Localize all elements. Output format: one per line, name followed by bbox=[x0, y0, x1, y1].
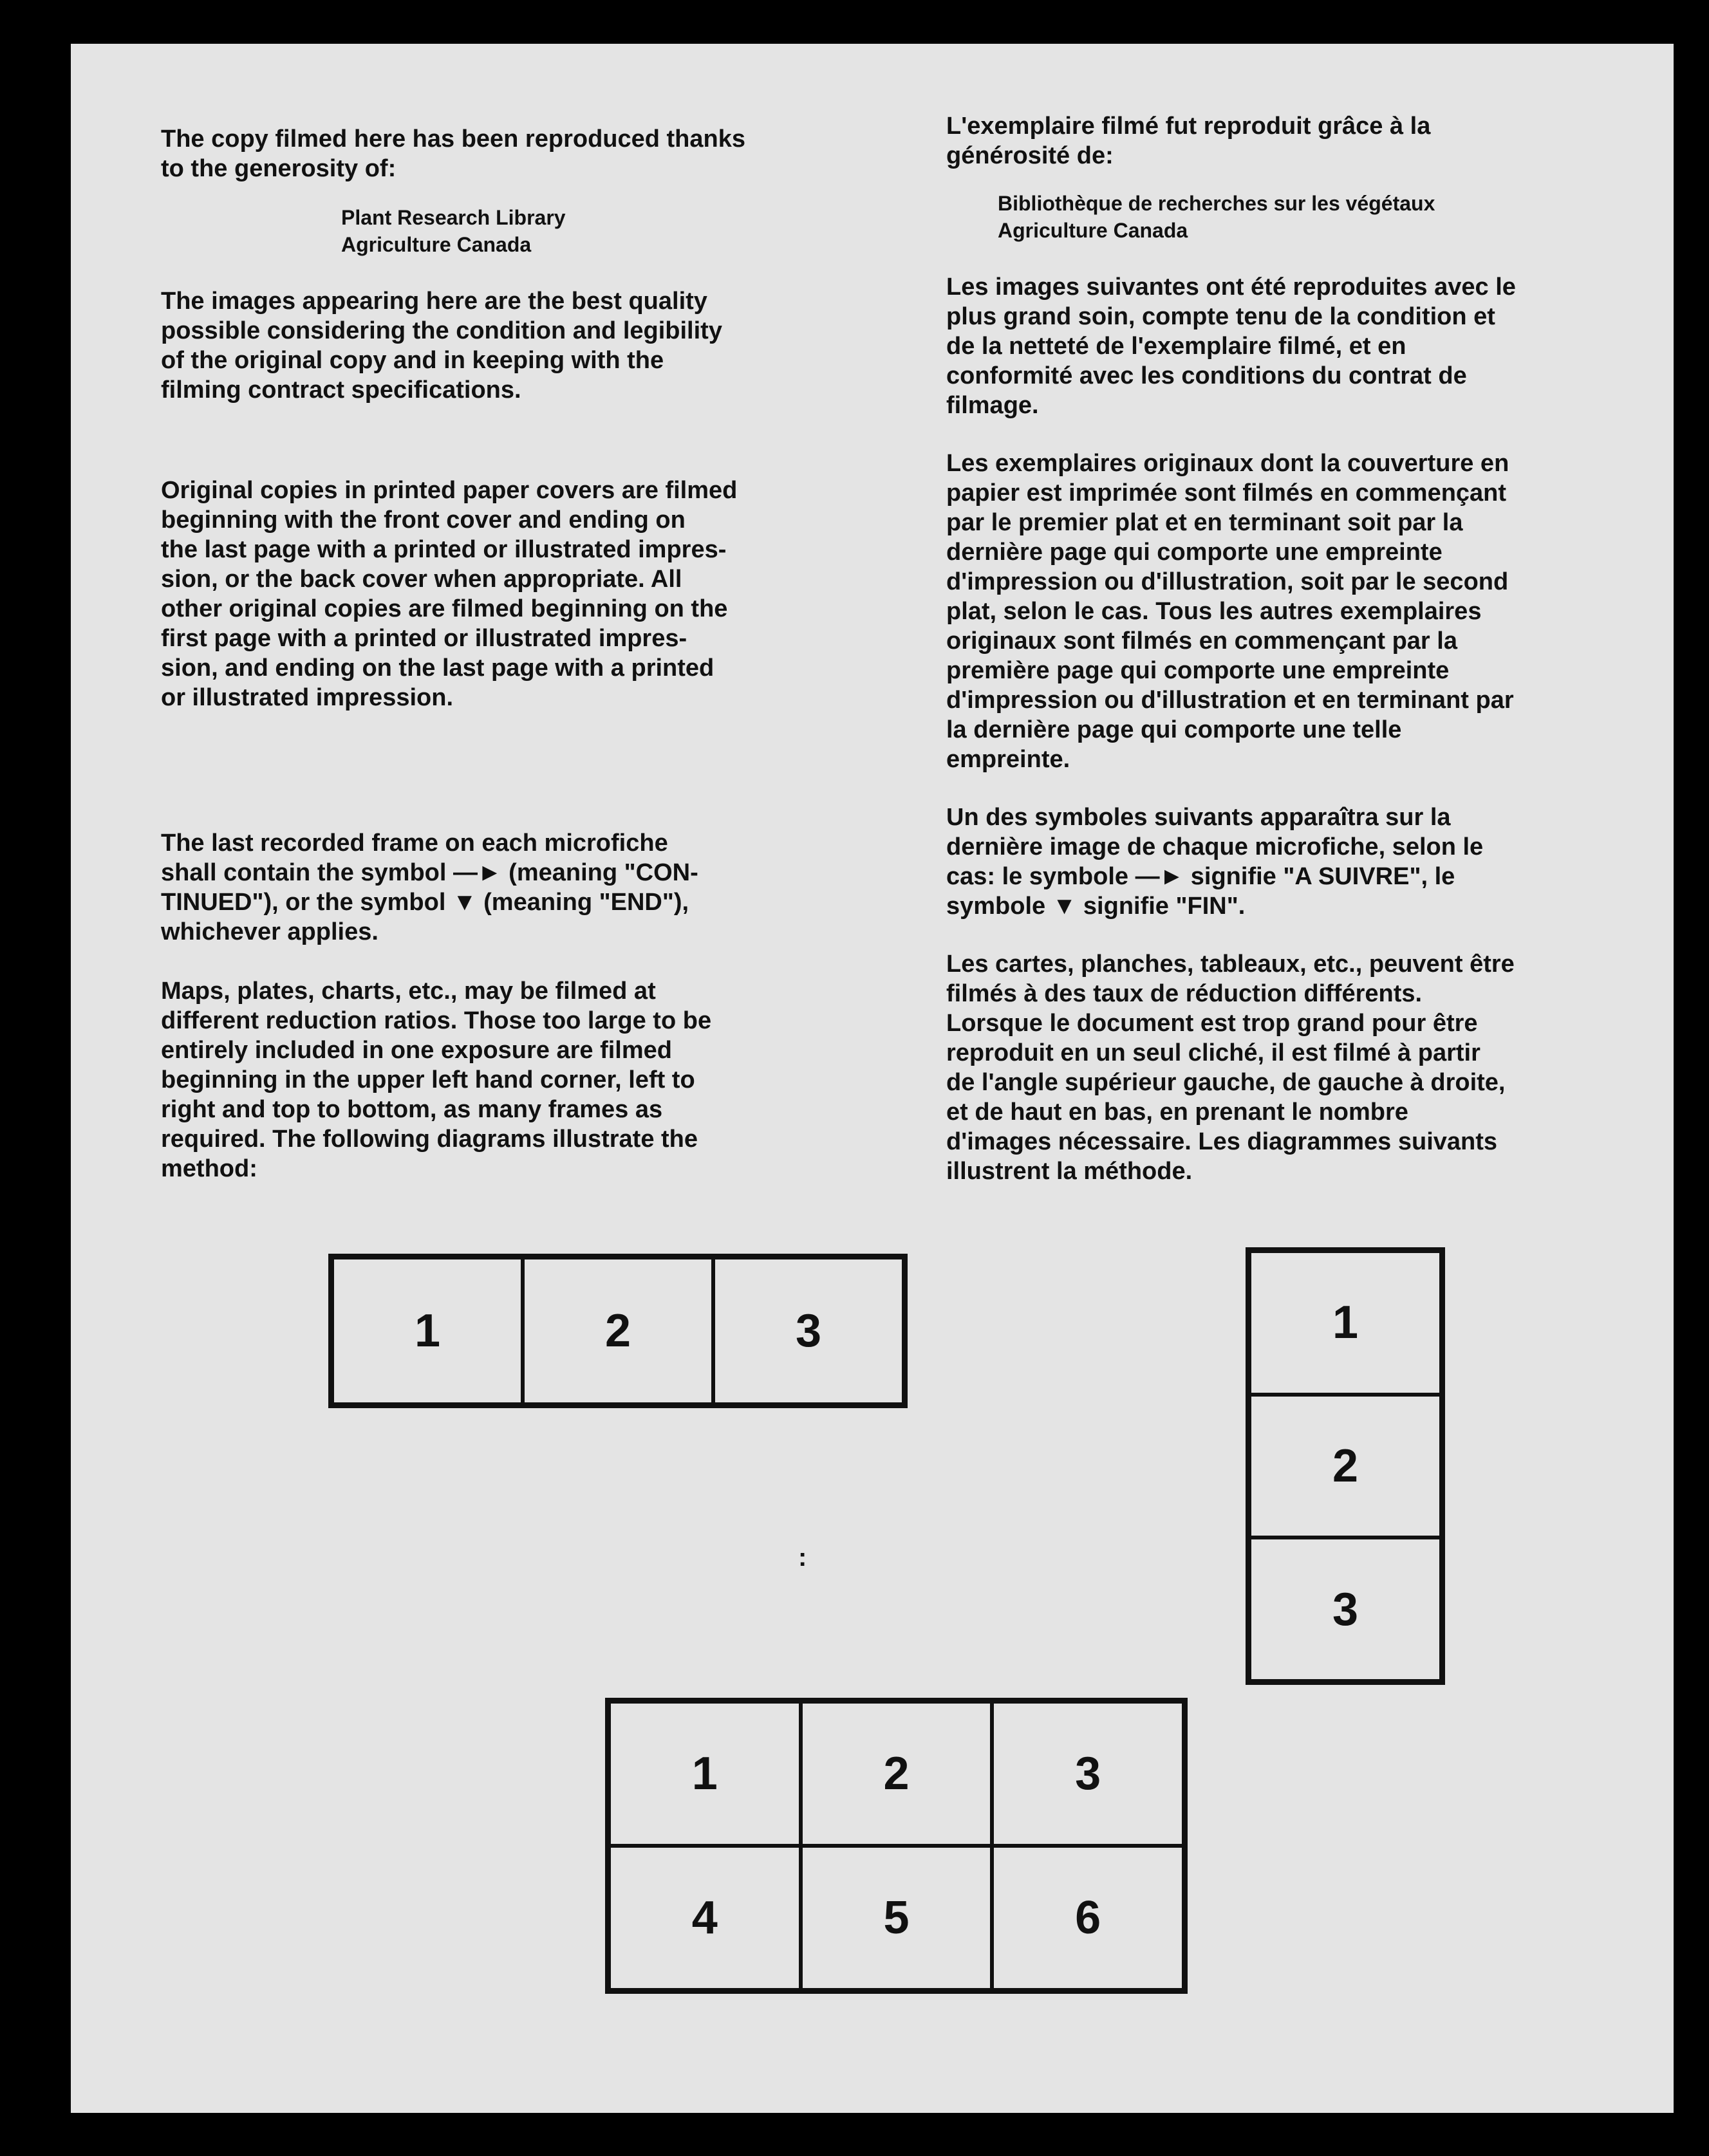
frame-cell: 2 bbox=[1249, 1395, 1441, 1538]
frame-cell: 2 bbox=[523, 1258, 713, 1404]
en-symbol-note bbox=[161, 828, 869, 947]
diagram-column-frames bbox=[1246, 1247, 1445, 1685]
fr-symbol-text-b: signifie "A SUIVRE", le symbole bbox=[946, 863, 1455, 920]
en-original-copies: Original copies in printed paper covers are filmed beginning with the front cover and ending on the last page with a printed or illustrated impres- sion, or the back cover when appropriate. All other original copies are filmed beginning on the first page with a printed or illustrated impres- sion, and ending on the last page with a printed or illustrated impression. bbox=[161, 477, 738, 711]
end-triangle-icon: ▼ bbox=[1052, 893, 1077, 920]
frame-cell: 1 bbox=[609, 1702, 801, 1846]
frame-cell: 2 bbox=[801, 1702, 993, 1846]
en-image-quality: The images appearing here are the best quality possible considering the condition and legibility of the original copy and in keeping with the filming contract specifications. bbox=[161, 288, 722, 404]
en-symbol-text-c: (meaning "END"), whichever applies. bbox=[161, 889, 689, 945]
frame-cell: 3 bbox=[1249, 1538, 1441, 1681]
fr-library-name: Bibliothèque de recherches sur les végétaux Agriculture Canada bbox=[998, 192, 1435, 242]
stray-mark: : bbox=[798, 1543, 807, 1572]
en-symbol-text-a: The last recorded frame on each microfiche shall contain the symbol bbox=[161, 830, 668, 886]
frame-cell: 4 bbox=[609, 1846, 801, 1990]
french-column bbox=[946, 111, 1654, 1186]
diagram-row-frames bbox=[328, 1254, 908, 1408]
en-library-name: Plant Research Library Agriculture Canada bbox=[341, 206, 566, 256]
continued-arrow-icon: —► bbox=[1135, 863, 1184, 890]
english-column bbox=[161, 124, 869, 1184]
frame-cell: 1 bbox=[1249, 1251, 1441, 1395]
frame-cell: 3 bbox=[992, 1702, 1184, 1846]
fr-symbol-text-c: signifie "FIN". bbox=[1076, 893, 1246, 920]
fr-acknowledgement: L'exemplaire filmé fut reproduit grâce à la générosité de: bbox=[946, 113, 1431, 169]
fr-symbol-text-a: Un des symboles suivants apparaîtra sur la dernière image de chaque microfiche, selon le cas: le symbole bbox=[946, 804, 1484, 890]
fr-original-copies: Les exemplaires originaux dont la couverture en papier est imprimée sont filmés en commençant par le premier plat et en terminant soit par la dernière page qui comporte une empreinte d'impression ou d'illustration, soit par le second plat, selon le cas. Tous les autres exemplaires originaux sont filmés en commençant par la première page qui comporte une empreinte d'impression ou d'illustration et en terminant par la dernière page qui comporte une telle empreinte. bbox=[946, 450, 1514, 773]
en-acknowledgement: The copy filmed here has been reproduced thanks to the generosity of: bbox=[161, 125, 746, 182]
fr-maps-note: Les cartes, planches, tableaux, etc., peuvent être filmés à des taux de réduction différents. Lorsque le document est trop grand pour être reproduit en un seul cliché, il est filmé à partir de l'angle supérieur gauche, de gauche à droite, et de haut en bas, en prenant le nombre d'images nécessaire. Les diagrammes suivants illustrent la méthode. bbox=[946, 951, 1515, 1185]
en-symbol-text-b: (meaning "CON- TINUED"), or the symbol bbox=[161, 859, 698, 916]
fr-image-quality: Les images suivantes ont été reproduites avec le plus grand soin, compte tenu de la condition et de la netteté de l'exemplaire filmé, et en conformité avec les conditions du contrat de filmage. bbox=[946, 274, 1516, 419]
microfiche-target-page bbox=[71, 44, 1674, 2113]
frame-cell: 3 bbox=[713, 1258, 904, 1404]
end-triangle-icon: ▼ bbox=[452, 889, 477, 916]
diagram-grid-frames bbox=[605, 1698, 1188, 1994]
frame-cell: 5 bbox=[801, 1846, 993, 1990]
frame-cell: 1 bbox=[332, 1258, 523, 1404]
en-maps-note: Maps, plates, charts, etc., may be filmed at different reduction ratios. Those too large to be entirely included in one exposure are filmed beginning in the upper left hand corner, left to right and top to bottom, as many frames as required. The following diagrams illustrate the method: bbox=[161, 978, 712, 1182]
frame-cell: 6 bbox=[992, 1846, 1184, 1990]
fr-symbol-note bbox=[946, 803, 1654, 921]
continued-arrow-icon: —► bbox=[453, 859, 502, 886]
